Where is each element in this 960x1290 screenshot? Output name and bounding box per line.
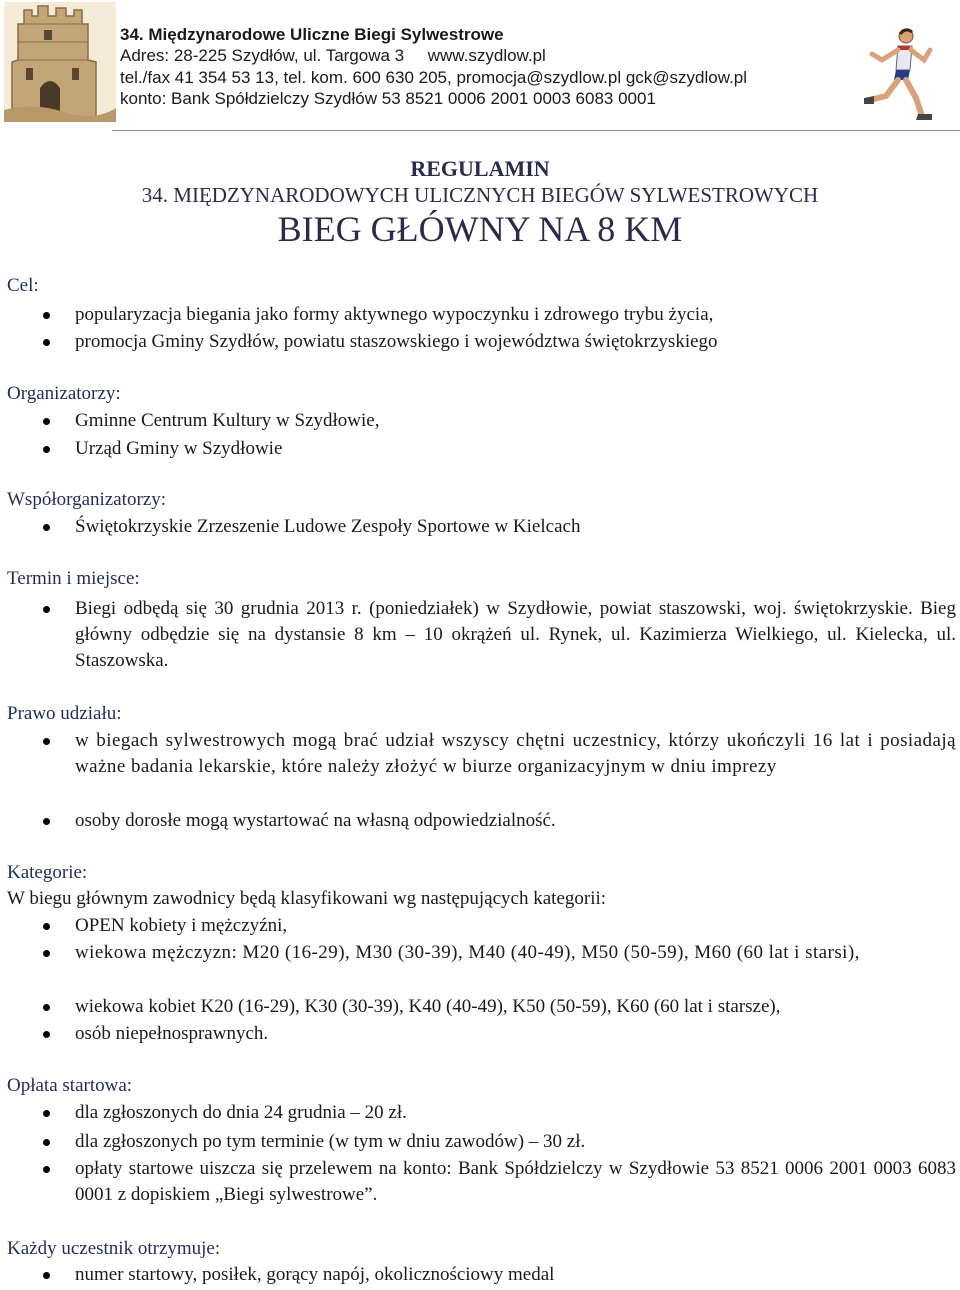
list-item: osób niepełnosprawnych. [75, 1021, 956, 1047]
section-heading-kategorie: Kategorie: [7, 862, 88, 883]
section-heading-cel: Cel: [7, 275, 39, 296]
list-item: w biegach sylwestrowych mogą brać udział wszyscy chętni uczestnicy, którzy ukończyli 16 lat i posiadają ważne badania lekarskie, które należy złożyć w biurze organizacyjnym w dniu imprezy [75, 728, 956, 780]
list-item: wiekowa mężczyzn: M20 (16-29), M30 (30-39), M40 (40-49), M50 (50-59), M60 (60 lat i starsi), [75, 940, 956, 966]
list-item: popularyzacja biegania jako formy aktywnego wypoczynku i zdrowego trybu życia, [75, 302, 956, 328]
list-item: Świętokrzyskie Zrzeszenie Ludowe Zespoły Sportowe w Kielcach [75, 514, 956, 540]
section-heading-organizatorzy: Organizatorzy: [7, 383, 121, 404]
section-heading-wspolorganizatorzy: Współorganizatorzy: [7, 489, 166, 510]
section-heading-termin: Termin i miejsce: [7, 568, 140, 589]
section-heading-otrzymuje: Każdy uczestnik otrzymuje: [7, 1238, 221, 1259]
list-item: opłaty startowe uiszcza się przelewem na konto: Bank Spółdzielczy w Szydłowie 53 8521 0006 2001 0003 6083 0001 z dopiskiem „Biegi sylwestrowe”. [75, 1156, 956, 1208]
list-item: osoby dorosłe mogą wystartować na własną odpowiedzialność. [75, 808, 956, 834]
regulamin-title: REGULAMIN [410, 156, 550, 181]
header-address: Adres: 28-225 Szydłów, ul. Targowa 3 www.szydlow.pl [120, 46, 546, 66]
header-bank-account: konto: Bank Spółdzielczy Szydłów 53 8521 0006 2001 0003 6083 0001 [120, 89, 656, 109]
list-item: numer startowy, posiłek, gorący napój, okolicznościowy medal [75, 1262, 956, 1288]
list-item: Gminne Centrum Kultury w Szydłowie, [75, 408, 956, 434]
runner-icon [862, 26, 940, 124]
list-item: OPEN kobiety i mężczyźni, [75, 913, 956, 939]
kategorie-intro: W biegu głównym zawodnicy będą klasyfikowani wg następujących kategorii: [7, 888, 607, 909]
list-item: promocja Gminy Szydłów, powiatu staszowskiego i województwa świętokrzyskiego [75, 329, 956, 355]
section-heading-oplata: Opłata startowa: [7, 1075, 133, 1096]
list-item: dla zgłoszonych do dnia 24 grudnia – 20 zł. [75, 1100, 956, 1126]
list-item: wiekowa kobiet K20 (16-29), K30 (30-39), K40 (40-49), K50 (50-59), K60 (60 lat i starsze), [75, 994, 956, 1020]
castle-tower-icon [4, 2, 116, 122]
header-info [120, 24, 860, 110]
list-item: Urząd Gminy w Szydłowie [75, 436, 956, 462]
header-event-name: 34. Międzynarodowe Uliczne Biegi Sylwestrowe [120, 25, 504, 44]
race-title: BIEG GŁÓWNY NA 8 KM [277, 209, 683, 249]
list-item: dla zgłoszonych po tym terminie (w tym w dniu zawodów) – 30 zł. [75, 1129, 956, 1155]
header-contact: tel./fax 41 354 53 13, tel. kom. 600 630 205, promocja@szydlow.pl gck@szydlow.pl [120, 67, 748, 87]
header-divider [112, 130, 960, 131]
section-heading-prawo: Prawo udziału: [7, 703, 122, 724]
list-item: Biegi odbędą się 30 grudnia 2013 r. (poniedziałek) w Szydłowie, powiat staszowski, woj. świętokrzyskie. Bieg główny odbędzie się na dystansie 8 km – 10 okrążeń ul. Rynek, ul. Kazimierza Wielkiego, ul. Kielecka, ul. Staszowska. [75, 596, 956, 674]
event-title: 34. MIĘDZYNARODOWYCH ULICZNYCH BIEGÓW SYLWESTROWYCH [141, 183, 819, 207]
